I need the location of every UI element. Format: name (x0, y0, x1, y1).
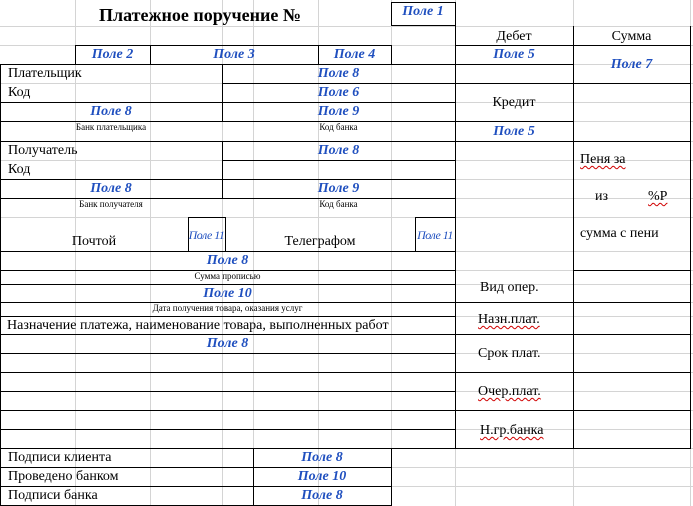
penalty-total-label: сумма с пени (580, 226, 659, 241)
credit-label: Кредит (492, 95, 536, 110)
number-field[interactable]: Поле 1 (402, 4, 444, 19)
amount-field[interactable]: Поле 7 (610, 57, 653, 72)
payer-label: Плательщик (8, 66, 82, 81)
mail-field[interactable]: Поле 11 (188, 228, 225, 242)
recipient-bank-caption: Банк получателя (79, 199, 143, 209)
recipient-label: Получатель (8, 143, 78, 158)
penalty-line-1: Пеня за (580, 152, 626, 167)
date-field[interactable]: Поле 2 (91, 47, 134, 62)
recipient-bank-field[interactable]: Поле 8 (90, 181, 132, 196)
recipient-bank-code-caption: Код банка (319, 199, 358, 209)
payer-bank-code-caption: Код банка (319, 122, 358, 132)
bank-group-label: Н.гр.банка (480, 423, 544, 438)
delivery-date-field[interactable]: Поле 10 (203, 286, 252, 301)
client-signature-field[interactable]: Поле 8 (301, 450, 343, 465)
payer-bank-code-field[interactable]: Поле 9 (317, 104, 360, 119)
payer-name-field[interactable]: Поле 8 (317, 66, 360, 81)
debit-column-header: Дебет (496, 29, 532, 44)
payment-order-label: Очер.плат. (478, 384, 541, 399)
recipient-code-label: Код (8, 162, 31, 177)
client-signature-label: Подписи клиента (8, 450, 112, 465)
processed-by-bank-field[interactable]: Поле 10 (297, 469, 347, 484)
payer-bank-caption: Банк плательщика (75, 122, 147, 132)
credit-account-field[interactable]: Поле 5 (493, 124, 535, 139)
status-field[interactable]: Поле 4 (333, 47, 376, 62)
delivery-date-caption: Дата получения товара, оказания услуг (152, 303, 303, 313)
form-title: Платежное поручение № (99, 5, 301, 25)
penalty-percent-label: %Р (648, 189, 668, 204)
debit-account-field[interactable]: Поле 5 (493, 47, 535, 62)
payer-code-label: Код (8, 85, 31, 100)
amount-column-header: Сумма (611, 29, 652, 44)
purpose-label: Назначение платежа, наименование товара, выполненных работ (7, 318, 389, 333)
processed-by-bank-label: Проведено банком (8, 469, 119, 484)
payment-term-label: Срок плат. (478, 346, 541, 361)
recipient-name-field[interactable]: Поле 8 (317, 143, 360, 158)
payment-purpose-label: Назн.плат. (478, 312, 540, 327)
mail-label: Почтой (71, 234, 117, 249)
telegraph-field[interactable]: Поле 11 (417, 228, 453, 242)
recipient-bank-code-field[interactable]: Поле 9 (317, 181, 360, 196)
amount-words-caption: Сумма прописью (194, 271, 261, 281)
bank-signature-field[interactable]: Поле 8 (301, 488, 343, 503)
amount-words-field[interactable]: Поле 8 (206, 253, 249, 268)
payer-bank-field[interactable]: Поле 8 (90, 104, 132, 119)
payment-type-field[interactable]: Поле 3 (213, 47, 255, 62)
telegraph-label: Телеграфом (284, 234, 356, 249)
purpose-field[interactable]: Поле 8 (206, 336, 249, 351)
payer-code-field[interactable]: Поле 6 (317, 85, 360, 100)
bank-signature-label: Подписи банка (8, 488, 98, 503)
operation-type-label: Вид опер. (480, 280, 539, 295)
penalty-from-label: из (595, 189, 609, 204)
